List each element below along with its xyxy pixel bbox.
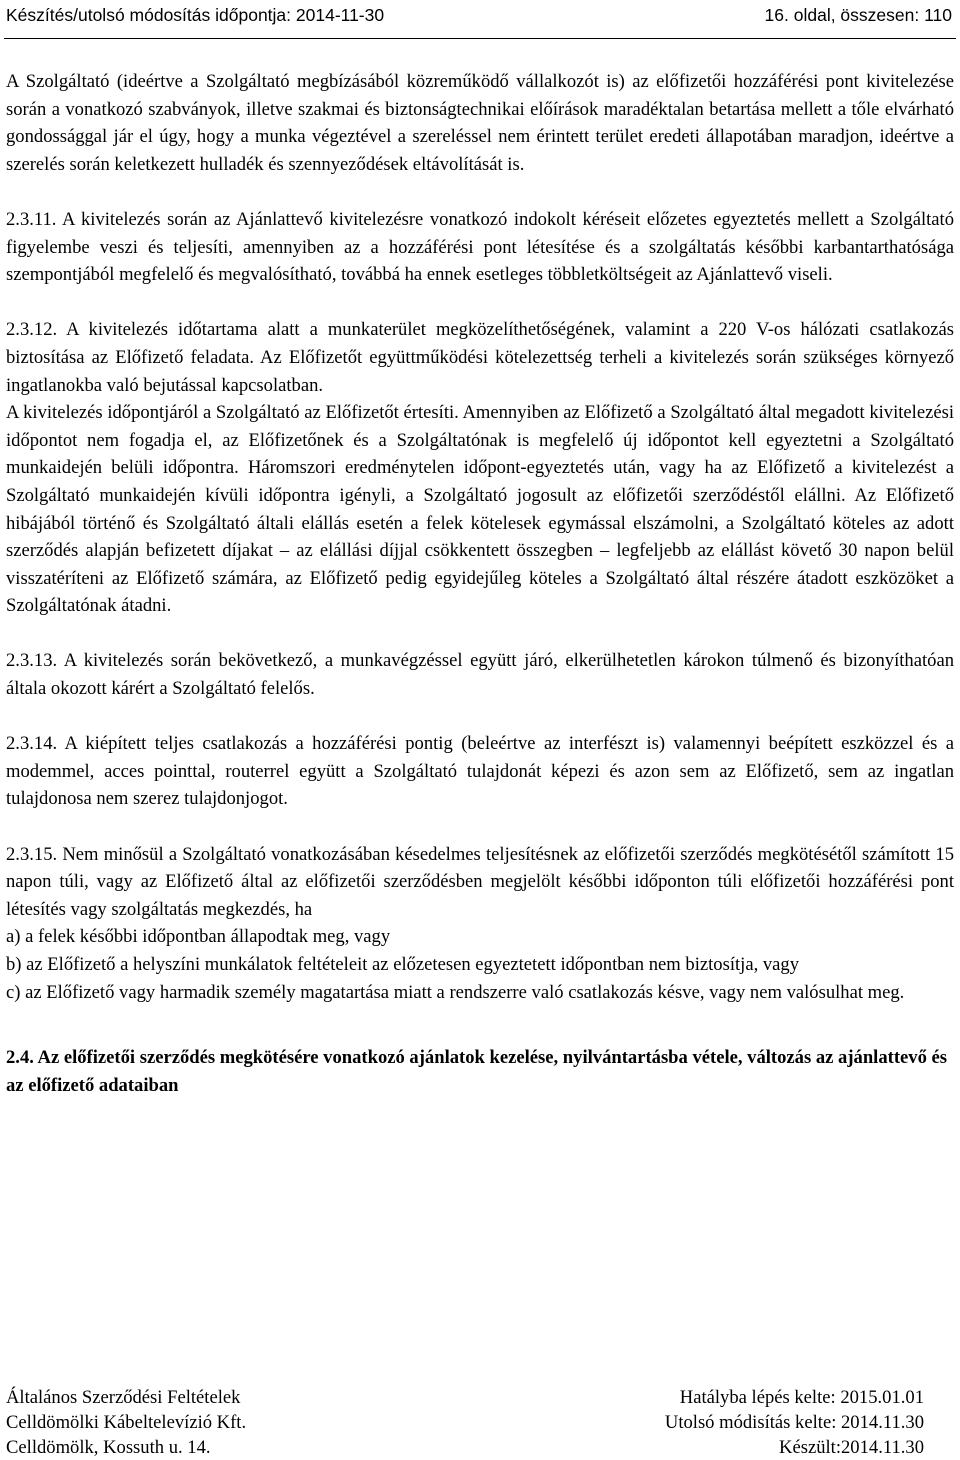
section-text: A kivitelezés időtartama alatt a munkaterület megközelíthetőségének, valamint a 220 V-os hálózati csatlakozás biztosítása az Előfizető feladata. Az Előfizetőt együttműködési kötelezettség terheli a kivitelezés során szükséges környező ingatlanokba való bejutással kapcsolatban. [6,319,954,396]
section-text: A kivitelezés során bekövetkező, a munkavégzéssel együtt járó, elkerülhetetlen károkon túlmenő és bizonyíthatóan általa okozott kárért a Szolgáltató felelős. [6,650,954,700]
footer-last-modified: Utolsó módisítás kelte: 2014.11.30 [664,1412,924,1433]
footer-created-date: Készült:2014.11.30 [779,1437,924,1458]
footer-effective-date: Hatályba lépés kelte: 2015.01.01 [679,1387,924,1408]
section-text: A kivitelezés során az Ajánlattevő kivitelezésre vonatkozó indokolt kéréseit előzetes egyeztetés mellett a Szolgáltató figyelembe veszi és teljesíti, amennyiben az a hozzáférési pont létesítése és a szolgáltatás későbbi karbantarthatósága szempontjából megfelelő és megvalósítható, továbbá ha ennek esetleges többletköltségeit az Ajánlattevő viseli. [6,208,954,286]
footer-document-title: Általános Szerződési Feltételek [6,1387,241,1408]
section-2-3-12 [6,316,954,399]
section-text: Nem minősül a Szolgáltató vonatkozásában késedelmes teljesítésnek az előfizetői szerződés megkötésétől számított 15 napon túli, vagy az Előfizető által az előfizetői szerződésben megjelölt későbbi időponton túli előfizetői hozzáférési pont létesítés vagy szolgáltatás megkezdés, ha [6,843,954,920]
footer-row [6,1410,924,1435]
section-2-3-14 [6,730,954,813]
list-item-a: a) a felek későbbi időpontban állapodtak meg, vagy [6,926,391,948]
section-number: 2.3.14. [6,733,58,755]
section-heading-2-4 [6,1044,954,1099]
header-timestamp: Készítés/utolsó módosítás időpontja: 2014-11-30 [6,5,385,25]
page-footer [6,1385,924,1460]
section-number: 2.3.11. [6,208,57,230]
footer-row [6,1435,924,1460]
section-number: 2.4. [6,1047,34,1069]
footer-row [6,1385,924,1410]
header-divider [4,38,956,39]
section-heading-text: Az előfizetői szerződés megkötésére vonatkozó ajánlatok kezelése, nyilvántartásba vétele, változás az ajánlattevő és az előfizető adataiban [6,1047,948,1096]
section-2-3-12-continued: A kivitelezés időpontjáról a Szolgáltató az Előfizetőt értesíti. Amennyiben az Előfizető a Szolgáltató által megadott kivitelezési időpontot nem fogadja el, az Előfizetőnek és a Szolgáltatónak is megfelelő új időpontot kell egyeztetni a Szolgáltató munkaidején belüli időpontra. Háromszori eredménytelen időpont-egyeztetés után, vagy ha az Előfizető a kivitelezést a Szolgáltató munkaidején kívüli időpontra igényli, a Szolgáltató jogosult az előfizetői szerződéstől elállni. Az Előfizető hibájából történő és Szolgáltató általi elállás esetén a felek kötelesek egymással elszámolni, a Szolgáltató köteles az adott szerződés alapján befizetett díjakat – az elállási díjjal csökkentett összegben – legfeljebb az elállást követő 30 napon belül visszatéríteni az Előfizető számára, az Előfizető pedig egyidejűleg köteles a Szolgáltató által részére átadott eszközöket a Szolgáltatónak átadni. [6,402,954,617]
list-item-c: c) az Előfizető vagy harmadik személy magatartása miatt a rendszerre való csatlakozás késve, vagy nem valósulhat meg. [6,981,905,1003]
paragraph-intro: A Szolgáltató (ideértve a Szolgáltató megbízásából közreműködő vállalkozót is) az előfizetői hozzáférési pont kivitelezése során a vonatkozó szabványok, illetve szakmai és biztonságtechnikai előírások maradéktalan betartása mellett a tőle elvárható gondossággal jár el úgy, hogy a munka végeztével a szereléssel nem érintett terület eredeti állapotában maradjon, ideértve a szerelés során keletkezett hulladék és szennyeződések eltávolítását is. [6,71,954,175]
footer-company-address: Celldömölk, Kossuth u. 14. [6,1437,211,1458]
section-2-3-11 [6,206,954,289]
list-item-b: b) az Előfizető a helyszíni munkálatok feltételeit az előzetesen egyeztetett időpontban nem biztosítja, vagy [6,954,800,975]
section-2-3-15 [6,841,954,924]
section-number: 2.3.12. [6,319,58,341]
footer-company-name: Celldömölki Kábeltelevízió Kft. [6,1412,247,1433]
section-text: A kiépített teljes csatlakozás a hozzáférési pontig (beleértve az interfészt is) valamennyi beépített eszközzel és a modemmel, acces pointtal, routerrel együtt a Szolgáltató tulajdonát képezi és azon sem az Előfizető, sem az ingatlan tulajdonosa nem szerez tulajdonjogot. [6,733,954,810]
header-page-number: 16. oldal, összesen: 110 [764,5,952,25]
document-body [6,68,954,1099]
section-2-3-13 [6,647,954,702]
section-number: 2.3.13. [6,650,58,672]
section-number: 2.3.15. [6,843,58,865]
